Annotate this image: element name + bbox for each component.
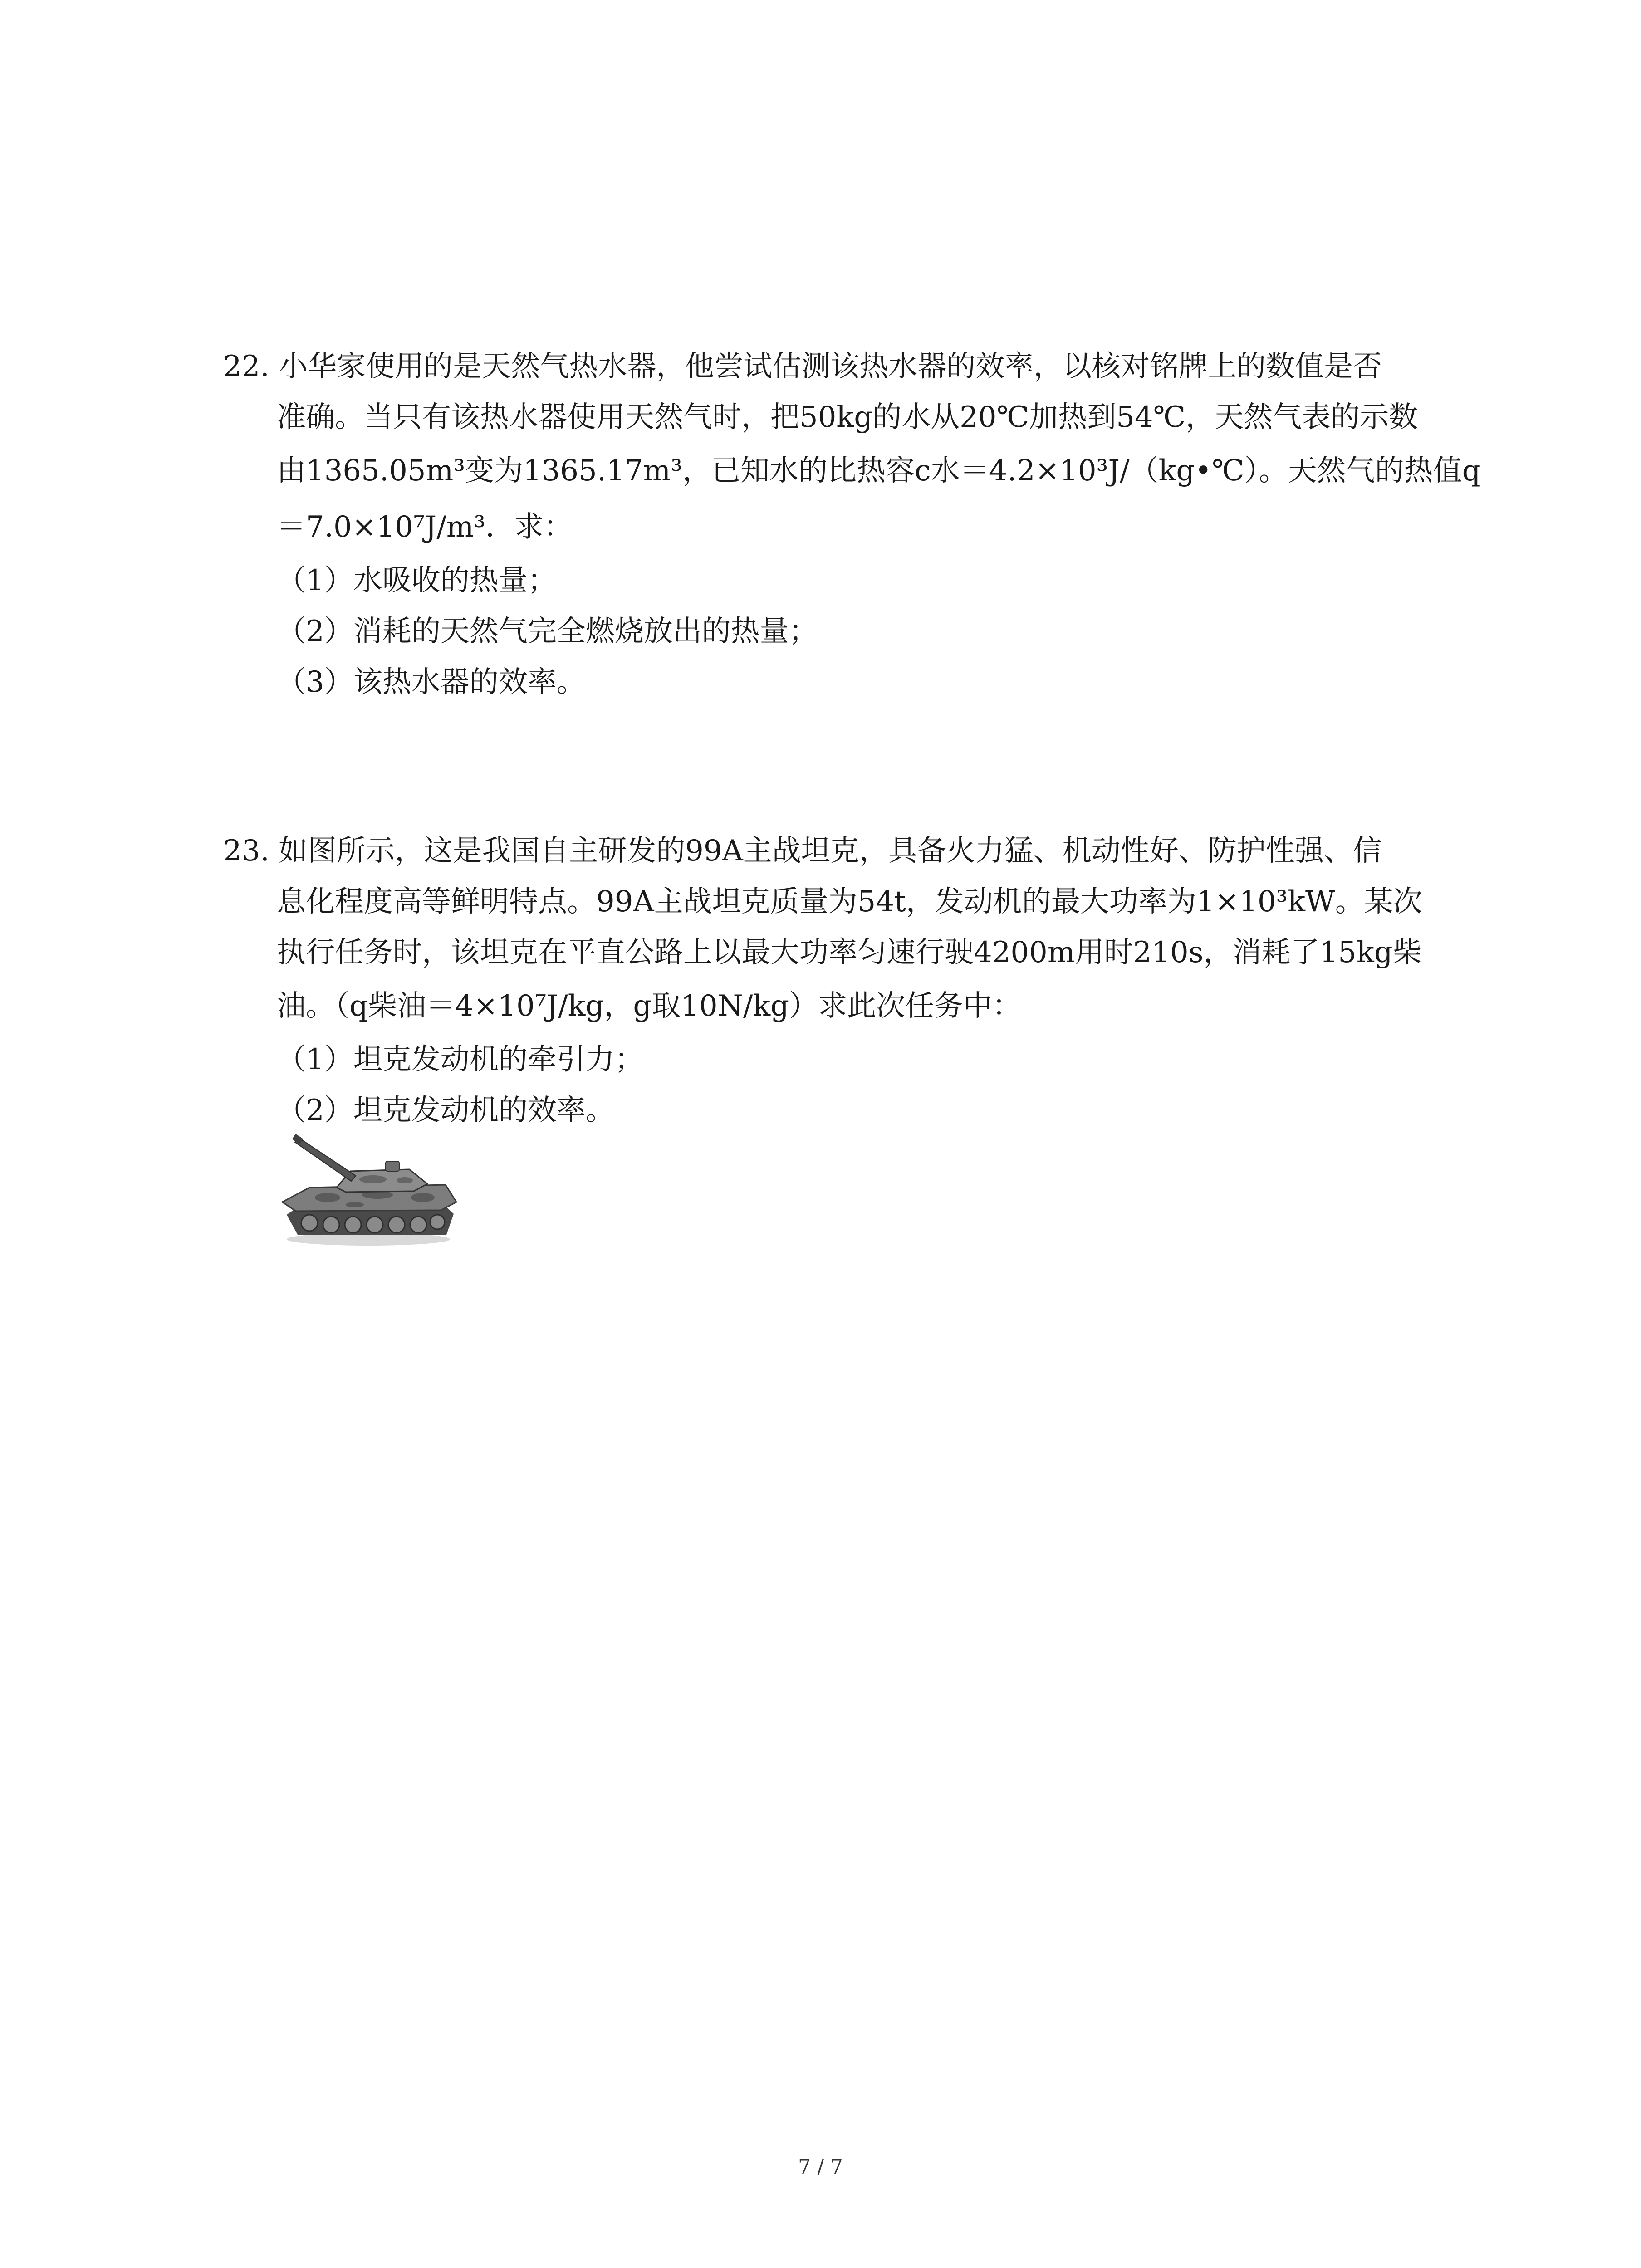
tank-shadow: [287, 1233, 450, 1246]
question-22-part-1: （1）水吸收的热量；: [277, 564, 557, 597]
question-22-part-2: （2）消耗的天然气完全燃烧放出的热量；: [277, 615, 818, 648]
question-23-line-3: 执行任务时，该坦克在平直公路上以最大功率匀速行驶4200m用时210s，消耗了15kg柴: [277, 936, 1422, 969]
question-22-part-3: （3）该热水器的效率。: [277, 665, 586, 699]
question-22-line-2: 准确。当只有该热水器使用天然气时，把50kg的水从20℃加热到54℃，天然气表的示数: [277, 401, 1418, 434]
question-22-line-1: 22. 小华家使用的是天然气热水器，他尝试估测该热水器的效率，以核对铭牌上的数值是否: [223, 350, 1382, 383]
question-23: [223, 826, 1448, 1136]
question-23-line-4: 油。（q柴油＝4×10⁷J/kg，g取10N/kg）求此次任务中：: [277, 989, 1022, 1023]
question-23-line-1: 23. 如图所示，这是我国自主研发的99A主战坦克，具备火力猛、机动性好、防护性强、信: [223, 834, 1382, 868]
question-23-part-2: （2）坦克发动机的效率。: [277, 1094, 615, 1127]
tank-image: [278, 1134, 459, 1248]
question-23-line-2: 息化程度高等鲜明特点。99A主战坦克质量为54t，发动机的最大功率为1×10³kW。某次: [277, 885, 1422, 919]
question-22-line-4: ＝7.0×10⁷J/m³．求：: [277, 510, 573, 544]
tank-hatch: [386, 1161, 399, 1171]
question-22: [223, 341, 1481, 708]
question-23-part-1: （1）坦克发动机的牵引力；: [277, 1043, 644, 1076]
page-number: 7 / 7: [798, 2156, 843, 2179]
question-22-line-3: 由1365.05m³变为1365.17m³，已知水的比热容c水＝4.2×10³J/（kg•℃）。天然气的热值q: [277, 454, 1481, 488]
tank-gun-barrel: [295, 1138, 356, 1181]
